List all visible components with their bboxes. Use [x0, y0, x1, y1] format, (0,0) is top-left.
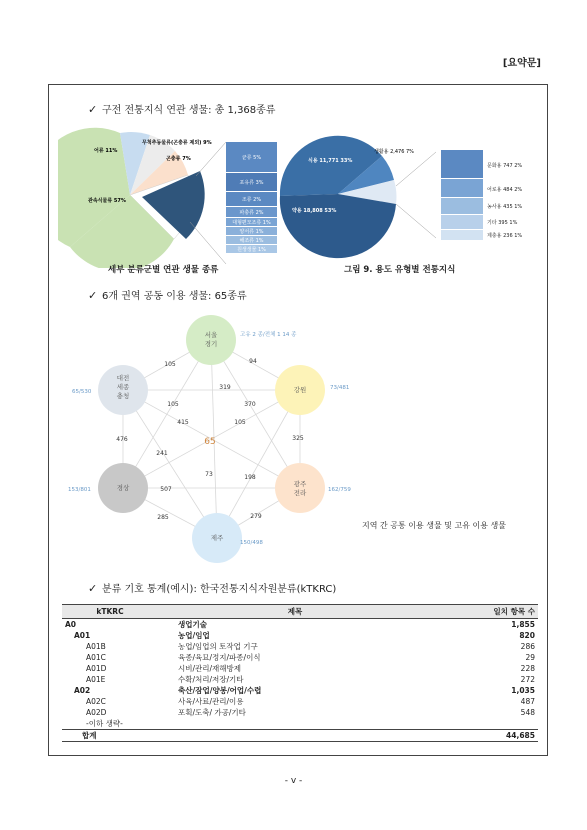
row-code: A01E — [86, 675, 106, 684]
node-label-chung-1: 대전 — [116, 374, 130, 382]
row-code: A01 — [74, 631, 91, 640]
node-label-jeju: 제주 — [210, 534, 224, 542]
section1-title: 구전 전통지식 연관 생물: 총 1,368종류 — [102, 105, 276, 116]
pie2-breakdown-stack — [441, 150, 483, 240]
row-title — [158, 718, 432, 730]
edge-label-15: 279 — [250, 513, 262, 520]
node-side-seoul: 고유 2 종/전체 1 14 종 — [240, 332, 297, 338]
edge-label-11: 198 — [244, 474, 256, 481]
section2-heading — [88, 287, 247, 302]
node-label-jeolla-1: 광주 — [293, 480, 307, 488]
node-label-gangwon: 강원 — [293, 386, 307, 394]
ktkrc-table-wrap — [62, 604, 538, 742]
stack2-pest — [441, 229, 483, 240]
row-title: 축산/잠업/양봉/어업/수렵 — [178, 686, 262, 695]
edge-label-7: 105 — [234, 419, 246, 426]
table-total-row — [62, 730, 538, 742]
pie1-caption: 세부 분류군별 연관 생물 종류 — [108, 265, 219, 275]
stack2-label-fishing: 어로용 484 2% — [487, 187, 523, 193]
edge-label-3: 319 — [219, 384, 231, 391]
table-row — [62, 707, 538, 718]
table-row — [62, 696, 538, 707]
stack1-reptiles: 파충류 2% — [226, 206, 277, 217]
table-row — [62, 685, 538, 696]
pie1-breakdown-stack — [226, 142, 277, 253]
edge-label-1: 105 — [164, 361, 176, 368]
stack2-fishing — [441, 178, 483, 197]
pie2-caption: 그림 9. 용도 유형별 전통지식 — [344, 265, 456, 275]
stack2-other — [441, 214, 483, 229]
stack2-label-pest: 제충용 236 1% — [487, 233, 523, 239]
stack1-seaweed: 해조류 1% — [226, 235, 277, 244]
section1-heading — [88, 101, 275, 116]
table-row — [62, 652, 538, 663]
row-count: 1,855 — [511, 620, 535, 629]
pie2-label-living: 생활용 2,476 7% — [374, 149, 414, 155]
node-label-gyeongsang: 경상 — [116, 484, 130, 492]
pie2-label-food: 식용 11,771 33% — [308, 158, 353, 164]
node-side-chungcheong: 65/530 — [72, 389, 92, 395]
row-code: A01B — [86, 642, 106, 651]
check-icon: ✓ — [88, 103, 98, 116]
stack1-protists-large: 대형편모조류 1% — [226, 217, 277, 226]
pie2-label-medicine: 약용 18,808 53% — [292, 208, 337, 214]
table-row — [62, 619, 538, 631]
node-label-jeolla-2: 전라 — [293, 489, 307, 497]
stack1-amphibians: 양서류 1% — [226, 226, 277, 235]
table-row — [62, 663, 538, 674]
node-label-chung-2: 세종 — [116, 383, 130, 391]
row-title: 포획/도축/ 가공/기타 — [178, 708, 246, 717]
edge-label-4: 105 — [167, 401, 179, 408]
node-side-gyeongsang: 153/801 — [68, 487, 91, 493]
stack1-birds: 조류 2% — [226, 191, 277, 206]
edge-label-2: 94 — [249, 358, 257, 365]
check-icon: ✓ — [88, 582, 98, 595]
row-count: 487 — [520, 697, 535, 706]
pie-chart-usage — [276, 130, 436, 260]
pie1-label-plants: 관속식물류 57% — [88, 198, 126, 204]
stack2-label-culture: 문화용 747 2% — [487, 163, 523, 169]
section2-title: 6개 권역 공동 이용 생물: 65종류 — [102, 291, 247, 302]
row-count: 272 — [520, 675, 535, 684]
edge-label-6: 415 — [177, 419, 189, 426]
stack2-farming — [441, 197, 483, 214]
node-side-gangwon: 73/481 — [330, 385, 350, 391]
table-row — [62, 641, 538, 652]
row-title: 시비/관리/재해방제 — [178, 664, 242, 673]
stack1-mammals: 포유류 3% — [226, 172, 277, 191]
row-title: 수확/처리/저장/기타 — [178, 675, 244, 684]
row-count — [432, 718, 538, 730]
row-code: A01C — [86, 653, 106, 662]
edge-label-8: 476 — [116, 436, 128, 443]
node-label-seoul-1: 서울 — [204, 331, 218, 339]
edge-label-13: 507 — [160, 486, 172, 493]
row-title: 농업/임업의 토작업 기구 — [178, 642, 258, 651]
row-count: 1,035 — [511, 686, 535, 695]
pie1-label-fish: 어류 11% — [94, 148, 118, 154]
total-spacer — [158, 730, 432, 742]
ktkrc-table — [62, 604, 538, 742]
row-count: 548 — [520, 708, 535, 717]
row-title: 사육/사료/관리/이용 — [178, 697, 244, 706]
edge-label-9: 241 — [156, 450, 168, 457]
summary-tag: [요약문] — [502, 58, 541, 69]
row-title: 생업기술 — [178, 620, 207, 629]
network-caption: 지역 간 공통 이용 생물 및 고유 이용 생물 — [362, 521, 506, 530]
total-label: 합계 — [82, 731, 97, 740]
section3-title: 분류 기호 통계(예시): 한국전통지식자원분류(kTKRC) — [102, 584, 337, 595]
row-code: A02D — [86, 708, 107, 717]
edge-label-12: 73 — [205, 471, 213, 478]
node-label-seoul-2: 경기 — [204, 340, 218, 348]
edge-label-5: 370 — [244, 401, 256, 408]
table-row — [62, 674, 538, 685]
row-count: 286 — [520, 642, 535, 651]
node-label-chung-3: 충청 — [116, 392, 130, 400]
th-count: 일치 항목 수 — [432, 605, 538, 619]
row-code: A01D — [86, 664, 107, 673]
pie2-slice-medicine — [280, 194, 396, 258]
row-code: A02C — [86, 697, 106, 706]
section3-heading — [88, 580, 336, 595]
stack1-fungi: 균류 5% — [226, 142, 277, 172]
node-side-jeju: 150/498 — [240, 540, 263, 546]
stack2-label-other: 기타 395 1% — [487, 220, 518, 226]
edge-label-10: 325 — [292, 435, 304, 442]
stack1-protists: 원생생물 1% — [226, 244, 277, 253]
row-count: 820 — [519, 631, 535, 640]
th-title: 제목 — [158, 605, 432, 619]
edge-label-14: 285 — [157, 514, 169, 521]
stack2-label-farming: 농사용 435 1% — [487, 204, 523, 210]
check-icon: ✓ — [88, 289, 98, 302]
th-code: kTKRC — [62, 605, 158, 619]
stack2-culture — [441, 150, 483, 178]
network-center-count: 65 — [204, 437, 216, 447]
region-network — [60, 306, 360, 574]
table-row — [62, 630, 538, 641]
page-number: - v - — [284, 776, 303, 786]
row-code: -이하 생략- — [86, 719, 123, 728]
row-count: 29 — [525, 653, 535, 662]
table-header-row — [62, 605, 538, 619]
row-title: 육종/육묘/정지/파종/이식 — [178, 653, 261, 662]
row-code: A0 — [65, 620, 77, 629]
total-count: 44,685 — [506, 731, 535, 740]
table-row — [62, 718, 538, 730]
node-side-jeolla: 162/759 — [328, 487, 351, 493]
row-count: 228 — [520, 664, 535, 673]
row-code: A02 — [74, 686, 91, 695]
pie1-label-invert: 무척추동물류(곤충류 제외) 9% — [142, 140, 212, 146]
pie1-label-insects: 곤충류 7% — [166, 156, 191, 162]
row-title: 농업/임업 — [178, 631, 210, 640]
node-jeolla — [275, 463, 325, 513]
